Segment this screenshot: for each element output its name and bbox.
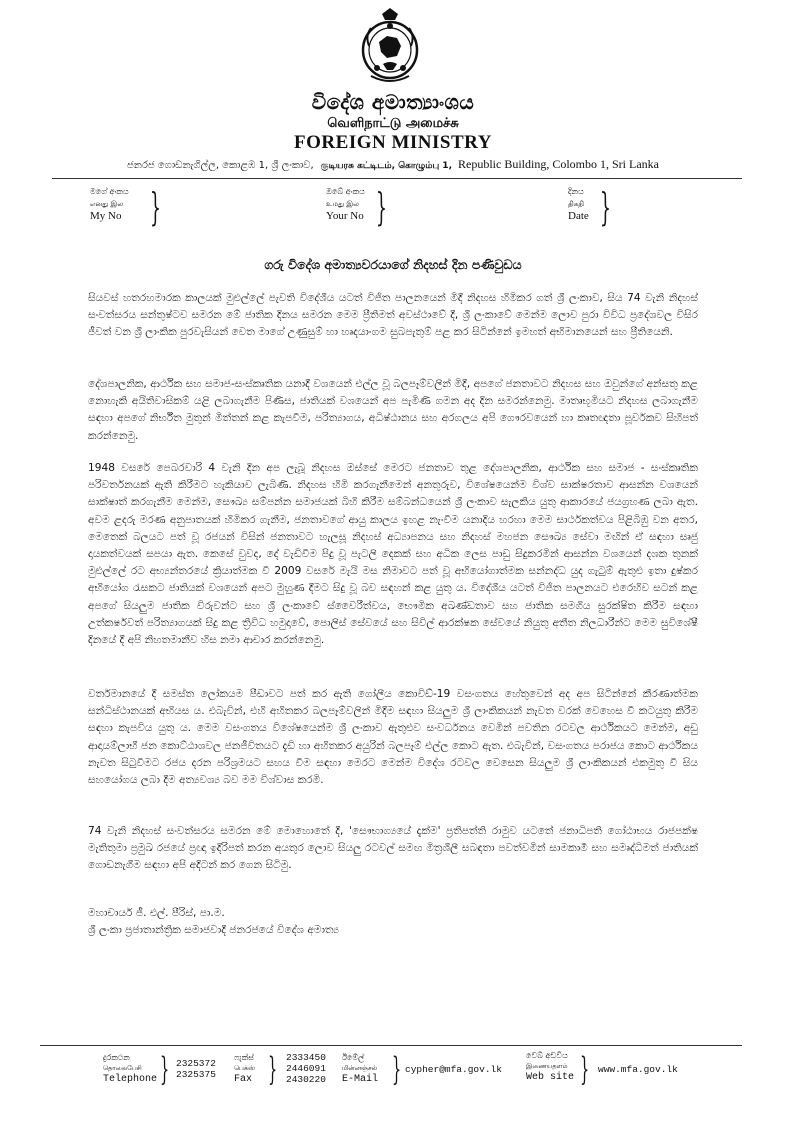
fax-label-ta: பெக்ஸ் bbox=[234, 1064, 256, 1072]
website-url[interactable]: www.mfa.gov.lk bbox=[598, 1064, 678, 1075]
your-no-label-en: Your No bbox=[326, 210, 364, 222]
telephone-numbers bbox=[176, 1058, 216, 1080]
national-emblem-icon bbox=[357, 6, 423, 86]
footer-divider bbox=[40, 1045, 742, 1046]
signature-name: මහාචාර්ය ජී. එල්. පීරිස්, පා.ම. bbox=[88, 907, 225, 919]
my-no-field bbox=[90, 186, 129, 222]
date-brace: } bbox=[600, 185, 611, 229]
my-no-label-ta: எனது இல bbox=[90, 200, 124, 208]
paragraph-5: 74 වැනි නිදහස් සංවත්සරය සමරන මේ මොහොතේ දී, 'සෞභාග්‍යයේ දැක්ම' ප්‍රතිපත්ති රාමුව යටතේ ජනාධිපති ගෝඨාභය රාජපක්ෂ මැතිතුමා ප්‍රමුඛ රජයේ ප්‍රඥා ඉදිරිපත් කරන අයතුර ලොව සියලු රටවල් සමඟ මිත්‍රශීලී සබඳතා පවත්වමින් සාමකාමී සහ සමෘද්ධිමත් ජාතියක් ගොඩනැගීම සඳහා අපි අදිටන් කර ගෙන සිටිමු. bbox=[88, 825, 698, 872]
paragraph-3: 1948 වසරේ පෙබරවාරි 4 වැනි දින අප ලැබූ නිදහස ඔස්සේ මෙරට ජනතාව තුළ දේශපාලනික, ආර්ථික සහ සමාජ - සංස්කෘතික පරිවර්තනයක් ඇති කිරීමට හැකියාව ලැබිණි. නිදහස හිමි කරගැනීමෙන් අනතුරුව, විශේෂයෙන්ම විශ්ව සාක්ෂරතාව ආසන්න වශයෙන් සාක්ෂාත් කරගැනීම මෙන්ම, සෞඛ්‍ය සම්පන්න සමාජයක් බිහි කිරීම සම්බන්ධයෙන් ශ්‍රී ලංකාව සැලකිය යුතු ආකාරයේ ජයග්‍රහණ ලබා ඇත. අවම ළදරු මරණ අනුපාතයක් හිමිකර ගැනීම, ජනතාවගේ ආයු කාලය ඉහළ නැංවීම යනාදිය හරහා මෙම සාර්ථකත්වය පිළිබිඹු වන අතර, මෙතෙක් බලයට පත් වූ රජයන් විසින් ජනතාවට හැලසූ නිදහස් අධ්‍යාපනය සහ නිදහස් මහජන සෞඛ්‍ය සේවා මඟින් ඒ සඳහා සෘජු දායකත්වයක් සපයා ඇත. කෙසේ වුවද, දේ වැඩිවීම පිදු වූ පැටලි දෙකක් සහ අධික ලෙස පාඩු සිදුකරමින් ආසන්න වශයෙන් දශක තුනක් මුළුල්ලේ රට අභ්‍යන්තරයේ ක්‍රියාත්මක වී 2009 වසරේ මැයි මස නිමාවට පත් වූ අභියෝගාත්මක සන්නද්ධ යුද ගැටුම් ඇතුළු ඉතා දුෂ්කර අභියෝග රැසකට ජාතියක් වශයෙන් අපට මුහුණ දීමට සිදු වූ බව සඳහන් කළ යුතු ය. විදේශීය යටත් විජිත පාලනයට එරෙහිව සටන් කළ අපගේ සියලුම ජාතික විරුවන්ට සහ ශ්‍රී ලංකාවේ ස්වෛරීත්වය, භෞමික අඛණ්ඩතාව සහ ජාතික සමගිය සුරක්ෂිත කිරීම සඳහා උත්කර්ෂවත් පරිත්‍යාගයක් සිදු කළ ත්‍රිවිධ හමුදාවේ, පොලිස් සේවයේ සහ සිවිල් ආරක්ෂක සේවයේ නියුතු අතීත නිලධාරීන්ට මෙම සුවිශේෂී දිනයේ දී අපි නිහතමානීව හිස නමා ආචාර කරන්නෙමු. bbox=[88, 462, 698, 647]
fax-label-en: Fax bbox=[234, 1074, 253, 1085]
fax-number: 2430220 bbox=[286, 1074, 326, 1085]
document-heading: ගරු විදේශ අමාත්‍යවරයාගේ නිදහස් දින පණිවුඩය bbox=[264, 257, 522, 272]
telephone-label-ta: தொலைபேசி bbox=[103, 1064, 142, 1072]
website-label-si: වෙබ් අඩවිය bbox=[526, 1051, 568, 1060]
telephone-label-en: Telephone bbox=[103, 1074, 158, 1085]
telephone-label-si: දුරකථන bbox=[103, 1053, 130, 1062]
my-no-label-si: මගේ අංකය bbox=[90, 187, 129, 196]
fax-number: 2446091 bbox=[286, 1063, 326, 1074]
address-tamil: குடியரசு கட்டிடம், கொழும்பு 1, bbox=[320, 161, 452, 171]
email-label-si: ඊමේල් bbox=[342, 1053, 365, 1062]
your-no-label-si: ඔබේ අංකය bbox=[326, 187, 365, 196]
address-english: Republic Building, Colombo 1, Sri Lanka bbox=[458, 157, 659, 171]
address-line bbox=[0, 157, 786, 172]
website-label-en: Web site bbox=[526, 1072, 575, 1083]
fax-label-si: ෆැක්ස් bbox=[234, 1053, 254, 1062]
your-no-brace: } bbox=[376, 185, 387, 229]
fax-brace: } bbox=[268, 1050, 278, 1088]
paragraph-4: වර්තමානයේ දී සමස්ත ලෝකයම පීඩාවට පත් කර ඇති ගෝලීය කොවිඩ්-19 වසංගතය හේතුවෙන් අද අප සිටින්නේ කීරණාත්මක සන්ධිස්ථානයක් අභියස ය. එබැවින්, එහි අහිතකර බලපෑම්වලින් මිදීම සඳහා සියලුම ශ්‍රී ලාංකිකයන් නැවත වරක් වෙහෙස වී කටයුතු කිරීම සඳහා කැපවිය යුතු ය. මෙම වසංගතය විශේෂයෙන්ම ශ්‍රී ලංකාව ඇතුළුව සංවර්ධනය වෙමින් පවතින රටවල ආර්ථිකයට මෙන්ම, අඩු ආදායම්ලාභී ජන කොට්ඨාශවල ජනජීවිතයට දැඩි හා අහිතකර අයුරින් බලපෑම් එල්ල කොට ඇත. එබැවින්, වසංගතය පරාජය කොට ආර්ථිකය නැවත සිටුවීමට රජය දරන පරිශ්‍රමයට සහය වීම සඳහා මෙරට මෙන්ම විදේශ රටවල වෙසෙන සියලුම ශ්‍රී ලාංකිකයන් එකමුතු වී සිය සහයෝගය ලබා දීම අත්‍යවශ්‍ය බව මම විශ්වාස කරමි. bbox=[88, 688, 698, 787]
telephone-number: 2325375 bbox=[176, 1069, 216, 1080]
footer-telephone-labels bbox=[103, 1052, 157, 1085]
paragraph-1: සියවස් හතරහමාරක කාලයක් මුළුල්ලේ පැවති විදේශීය යටත් විජිත පාලනයෙන් මිදී නිදහස හිමිකර ගත් ශ්‍රී ලංකාව, සිය 74 වැනි නිදහස් සංවත්සරය සන්තුෂ්ටව සමරන මේ ජාතික දිනය සමරන මෙම ප්‍රීතිමත් අවස්ථාවේ දී, ශ්‍රී ලංකාවේ මෙන්ම ලොව පුරා විවිධ ප්‍රදේශවල විසිර ජීවත් වන ශ්‍රී ලාංකික පුරවැසියන් වෙත මාගේ උණුසුම් හා හෘදයාංගම සුබපැතුම් පළ කර සිටින්නේ ඉමහත් අභිමානයෙන් සහ ප්‍රීතියෙනි. bbox=[88, 292, 698, 339]
header-divider bbox=[52, 178, 742, 179]
date-label-en: Date bbox=[568, 210, 589, 222]
website-label-ta: இணையதளம் bbox=[526, 1062, 568, 1070]
address-sinhala: ජනරජ ගොඩනැගිල්ල, කොළඹ 1, ශ්‍රී ලංකාව, bbox=[126, 160, 314, 171]
footer-website-labels bbox=[526, 1050, 574, 1083]
ministry-name-english: FOREIGN MINISTRY bbox=[294, 132, 492, 153]
website-brace: } bbox=[580, 1050, 590, 1088]
your-no-label-ta: உமது இல bbox=[326, 200, 359, 208]
telephone-number: 2325372 bbox=[176, 1058, 216, 1069]
fax-number: 2333450 bbox=[286, 1052, 326, 1063]
date-field bbox=[568, 186, 589, 222]
email-label-ta: மின்னஞ்சல் bbox=[342, 1064, 377, 1072]
fax-numbers bbox=[286, 1052, 326, 1085]
footer-fax-labels bbox=[234, 1052, 255, 1085]
ministry-name-tamil: வெளிநாட்டு அமைச்சு bbox=[327, 116, 459, 131]
email-label-en: E-Mail bbox=[342, 1074, 379, 1085]
my-no-brace: } bbox=[150, 185, 161, 229]
date-label-si: දිනය bbox=[568, 187, 584, 196]
signature-title: ශ්‍රී ලංකා ප්‍රජාතාන්ත්‍රික සමාජවාදී ජනරජයේ විදේශ අමාත්‍ය bbox=[88, 924, 339, 936]
ministry-name-sinhala: විදේශ අමාත්‍යාංශය bbox=[311, 90, 475, 114]
my-no-label-en: My No bbox=[90, 210, 122, 222]
footer-email-labels bbox=[342, 1052, 378, 1085]
your-no-field bbox=[326, 186, 365, 222]
email-brace: } bbox=[392, 1050, 402, 1088]
date-label-ta: திகதி bbox=[568, 200, 584, 208]
email-address[interactable]: cypher@mfa.gov.lk bbox=[405, 1064, 502, 1075]
telephone-brace: } bbox=[160, 1050, 170, 1088]
paragraph-2: දේශපාලනික, ආර්ථික සහ සමාජ-සංස්කෘතික යනාදී වශයෙන් එල්ල වූ බලපෑම්වලින් මිදී, අපගේ ජනතාවට නිදහස සහ ඔවුන්ගේ අන්සතු කළ නොහැකි අයිතිවාසිකම් යළි ලබාගැනීම පිණිස, ජාතියක් වශයෙන් අප පැමිණි ගමන අද දින සමරන්නෙමු. මාතෘභූමියට නිදහස ලබාගැනීම සඳහා අපගේ නිර්භීත මුතුන් මිත්තන් කළ කැපවීම, පරිත්‍යාගය, අධිෂ්ඨානය සහ අරගලය අපි ගෞරවයෙන් හා කෘතඥතා පූර්වකව සිහිපත් කරන්නෙමු. bbox=[88, 378, 698, 442]
